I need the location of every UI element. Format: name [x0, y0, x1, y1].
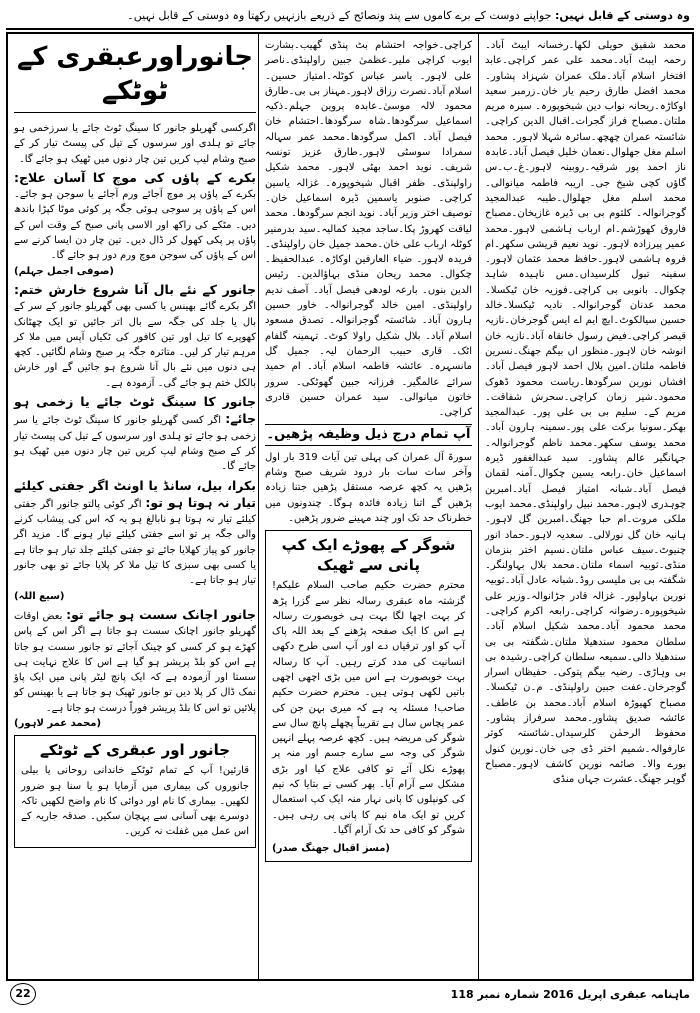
section-goat-sprain-credit: (صوفی اجمل جہلم) — [14, 265, 114, 277]
top-banner-text: جواپنے دوست کے برے کاموں سے پند ونصائح کے ذریعے بازنہیں رکھتا وہ دوستی کے قابل نہیں۔ — [127, 9, 552, 22]
section-sluggish-text: بعض اوقات گھریلو جانور اچانک سست ہو جاتا ہے اگر اس کے پاس کھڑے ہو کر کسی کو چینک آجائے تو جانور سست ہو جاتا ہے اس کو بلڈ پریشر ہو گیا ہے اس کا علاج نہایت ہی سستا اور آزمودہ ہے کہ ایک پانچ لیٹر پانی میں ایک پاؤ نمک ڈال کر پلا دیں تو جانور ٹھیک ہو جاتا ہے یا بھینس کو پلائیں تو اس کا بلڈ پریشر فوراً درست ہو جاتا ہے۔ — [14, 610, 256, 714]
section-mating-text: اگر کوئی پالتو جانور اگر جفتی کیلئے تیار نہ ہوتا ہو نابالغ ہو یہ کہ اس کی پیشاب کرنے والی جگہ پر تو اسے جفتی کیلئے تیار ہونے گا۔ مزید اگر جانور کو پیاز کھلایا جائے تو جفتی کیلئے جلد تیار ہو جاتا ہے یا کسی بھی سبزی کا تیل ملا کر پلایا جائے تو بھی جانور تیار ہو جاتا ہے۔ — [14, 498, 256, 587]
content-frame — [6, 32, 694, 981]
readers-invite-text: قارئین! آپ کے تمام ٹوٹکے خاندانی روحانی یا بیلی جانوروں کی بیماری میں آزمایا ہو یا سنا ہو ضرور لکھیں۔ بیماری کا نام اور دوائی کا نام واضح لکھیں تاکہ دوسرے بھی آسانی سے پہچان سکیں۔ صدقہ جاریہ کے اس عمل میں غفلت نہ کریں۔ — [21, 765, 249, 838]
sugar-boils-credit: (مسز اقبال جھنگ صدر) — [272, 843, 390, 855]
sugar-boils-text: محترم حضرت حکیم صاحب السلام علیکم! گزشتہ ماہ عبقری رسالہ نظر سے گزرا پڑھ کر بہت اچھا لگا بہت ہی خوبصورت رسالہ ہے اس کا ایک صفحہ پڑھنے کے بعد اللہ پاک آپ کو اور ترقیاں دے اور آپ اسی طرح دکھی انسانیت کی مدد کرتے رہیں۔ آپ کا رسالہ بہت خوبصورت ہے اس میں بڑی اچھی اچھی باتیں لکھی ہوتی ہیں۔ محترم حضرت حکیم صاحب! مسئلہ یہ ہے کہ میری بہن جن کی عمر پچاس سال ہے تقریباً پچھلے پانچ سال سے شوگر کی مریضہ ہیں۔ کچھ عرصہ پہلے انہیں شوگر کی وجہ سے سارے جسم اور منہ پر پھوڑے نکل آئے تو کافی علاج کیا اور بڑی مشکل سے آرام آیا۔ پھر کسی نے بتایا کہ نیم کی کونپلوں کا پانی نہار منہ ایک کپ استعمال کریں تو ایک ماہ نیم کا پانی پی رہی ہیں۔ شوگر کو کافی حد تک آرام آگیا۔ — [272, 580, 465, 836]
section-broken-horn-heading: جانور کا سینگ ٹوٹ جائے یا زخمی ہو جائے: — [14, 394, 257, 427]
top-banner-lead: وہ دوستی کے قابل نہیں: — [554, 9, 690, 22]
sugar-boils-title: شوگر کے پھوڑے ایک کپ پانی سے ٹھیک — [281, 536, 456, 575]
footer-issue-text: ماہنامہ عبقری اپریل 2016 شمارہ نمبر 118 — [450, 988, 690, 1001]
section-goat-sprain — [14, 170, 256, 279]
section-new-hair-text: اگر بکرے گائے بھینس یا کسی بھی گھریلو جانور کے سر کے بال یا جلد کی جگہ سے بال اتر جائیں تو ایک چھٹانک کھوپرے کا تیل اور تین کافور کی ٹکیاں آپس میں ملا کر مرہم تیار کر لیں۔ متاثرہ جگہ پر صبح وشام لگائیں۔ کچھ ہی دنوں میں نئے بال آنا شروع ہو جائیں گے اور خارش بالکل ختم ہو جائے گی۔ آزمودہ ہے۔ — [14, 301, 256, 389]
left-column — [8, 34, 262, 979]
section-new-hair — [14, 282, 256, 391]
section-goat-sprain-text: بکرے کے پاؤں پر موچ آجائے ورم آجائے یا سوجن ہو جائے۔ اس کے پاؤں پر سوجی ہوئی جگہ پر کوئی موٹا کپڑا باندھ دیں۔ مٹکے کی راکھ اور الاسی پانی صبح کے وقت اس کے پاؤں پر پکی کھول کر ڈال دیں۔ تین چار دن ایسا کرنے سے اس کے پاؤں کی سوجن موچ ورم دور ہو جائے گا۔ — [14, 189, 256, 262]
right-column — [478, 34, 692, 979]
page-number: 22 — [10, 983, 36, 1005]
wazifa-heading: آپ تمام درج ذیل وظیفہ پڑھیں۔ — [265, 424, 472, 445]
section-broken-horn-text: اگر کسی گھریلو جانور کا سینگ ٹوٹ جائے یا سر زخمی ہو جائے تو ہلدی اور سرسوں کے تیل کی پیسٹ تیار کر کے صبح وشام لیپ کریں تین چار دنوں میں ٹھیک ہو جائے گا۔ — [14, 415, 256, 473]
section-mating — [14, 478, 256, 604]
section-mating-credit: (سیع اللہ) — [14, 590, 65, 602]
section-mating-heading: بکرا، بیل، سانڈ یا اونٹ اگر جفتی کیلئے تیار نہ ہوتا ہو تو: — [14, 477, 257, 510]
middle-column — [258, 34, 478, 979]
top-banner — [6, 4, 694, 30]
section-goat-sprain-heading: بکرے کے پاؤں کی موچ کا آسان علاج: — [14, 169, 256, 185]
section-sluggish-heading: جانور اچانک سست ہو جائے تو: — [66, 606, 256, 622]
reader-names-continued: کراچی۔خواجہ احتشام بٹ پنڈی گھیب۔بشارت ایوب کراچی ملیر۔عظمیٰ جبین راولپنڈی۔ناصر علی لاہور۔ یاسر عباس کوٹلہ۔امتیاز حسین۔اسلام آباد۔نصرت رزاق لاہور۔مہناز بی بی۔طارق محمود لالہ موسیٰ۔عابدہ پروین جہلم۔ذکیہ اسماعیل سرگودھا۔شاہ سرگودھا۔احتشام خان فیصل آباد۔ اکمل سرگودھا۔محمد عمر سہالہ سمرادا سوسٹی لاہور۔طارق عزیز تونسہ شریف۔ نوید احمد بھٹی لاہور۔ محمد شکیل راولپنڈی۔ ظفر اقبال شیخوپورہ۔ غزالہ یاسین کراچی۔ صنوبر یاسمین ڈیرہ اسماعیل خان۔ توصیف اختر وزیر آباد۔ نوید انجم سرگودھا۔ محمد لیاقت کھروڑ پکا۔ساجد مجید کمالیہ۔سید بدرمنیر کوٹلہ ارباب علی خان۔محمد جمیل خان راولپنڈی۔فریدہ لاہور۔ ضیاء العارفین اوکاڑہ۔ عبدالحفیظ۔ چکوال۔ محمد ریحان منڈی بہاؤالدین۔ رئیس الدین بنوں۔ بارعہ لودھی فیصل آباد۔ آصف ندیم راولپنڈی۔ امین خالد گوجرانوالہ۔ خاور حسین ہارون آباد۔ شائستہ گوجرانوالہ۔ تصدق مسعود اسلام آباد۔ بلال شکیل راولا کوٹ۔ تہمینہ گلفام اٹک۔ قاری حبیب الرحمان لیہ۔ جمیل گل مانسہرہ۔ عائشہ فاطمہ اسلام آباد۔ ام حمید سرائے عالمگیر۔ فرزانہ جبین گھوٹکی۔ سرور خاتون میانوالی۔ سید عمران حسین قادری کراچی۔ — [265, 40, 472, 419]
section-sluggish — [14, 607, 256, 731]
reader-names-list: محمد شفیق حویلی لکھا۔رخسانہ ایبٹ آباد۔رحمہ ایبٹ آباد۔محمد علی عمر کراچی۔عابد افتخار اسلام آباد۔ملک عمران شہزاد پشاور۔محمد افضل طارق رحیم یار خان۔زرمبر سعید اوکاڑہ۔ریحانہ نواب دین شیخوپورہ۔ سیرہ مریم ملتان۔مصباح فراز گجرات۔اقبال الدین کراچی۔شائستہ عمران چھچھ۔سائرہ شہلا لاہور۔ محمد اسلم مغل جھلوال۔نعمان خلیل فیصل آباد۔عابدہ ناز احمد پور شرقیہ۔روبینہ لاہور۔غ۔ب۔س گاؤں کچی شیخ جی۔ اریبہ فاطمہ میانوالی۔محمد اسلم مغل جھلوال۔طیبہ عبدالمجید گوجرانوالہ۔ کلثوم بی بی ڈیرہ غازیخان۔مصباح فاروق کھوڑشم۔ام ارباب ہاشمی لاہور۔محمد عمیر پیرزادہ لاہور۔ نوید نعیم قریشی سکھر۔ام فروہ ہاشمی لاہور۔حافظ محمد عثمان لاہور۔سفینہ تبول کلرسیداں۔مس ناہیدہ شاہد چکوال۔ بانوبی بی کراچی۔فوزیہ خان ٹیکسلا۔محمد عدنان گوجرانوالہ۔ نادیہ ٹیکسلا۔خالد حسین سیالکوٹ۔ایچ ایم اے ایس گوجرخان۔نازیہ قیصر کراچی۔فیض رسول خانقاہ آباد۔نازیہ خان انوشہ خان لاہور۔منظور اں بیگم جھنگ۔نسرین فاطمہ ملتان۔امین بلال احمد لاہور فیصل آباد۔ افشاں نورین سرگودھا۔ریاست محمود ڈھوک محمود۔شیر زمان کراچی۔سحرش شفاقت۔مریم کے۔ سلیم بی بی علی پور۔ عبدالمجید بھکر۔سونیا برکت علی پور۔سمینہ ہارون آباد۔ محمد یوسف سکھر۔محمد ناظم گوجرانوالہ۔ جہانگیر عالم پشاور۔ سید عبدالغفور ڈیرہ اسماعیل خان۔رابعہ یسین چکوال۔آمنہ لقمان فیصل آباد۔شبانہ امتیاز فیصل آباد۔امبرین چوہدری لاہور۔محمد نبیل راولپنڈی۔محمد ایوب ملکی مروت۔ام حبا جھنگ۔امبرین گل لاہور۔ہانیہ خان گل نورلالی۔ سعدیہ لاہور۔حماد انور چنیوٹ۔سیف عباس ملتان۔نسیم اختر بنزمان منڈی۔ثوبیہ اسماء ملتان۔محمد بلال بہاولنگر۔شگفتہ بی بی ملیسی روڈ۔شبانہ عادل آباد۔ثوبیہ نورین بہاولپور۔ غزالہ قادر جڑانوالہ۔وزیر علی شیخوپورہ۔رضوانہ کراچی۔رابعہ اکرم کراچی۔محمد محمود آباد۔محمد شکیل اسلام آباد۔ سلطان محمود سندھیلا ملتان۔شگفتہ بی بی سندھیلا دالی۔سمیعہ سلطان کراچی۔رشیدہ بی بی وہاڑی۔ رضیہ بیگم پتوکی۔ حفیظاں اسرار گوجرخان۔عفت جبین راولپنڈی۔ م۔ن ٹیکسلا۔مصباح کھیوڑہ اسلام آباد۔محمد بن عاطف۔ عائشہ صدیق پشاور۔محمد سرفراز پشاور۔محفوظ الرحمٰن کلرسیداں۔شائستہ کوثر عارفوالہ۔شمیم اختر ڈی جی خان۔نورین کنول بورے والا۔ صائمہ نورین کاشف لاہور۔مصباح گوہر جھنگ۔عشرت جہاں منڈی — [485, 40, 686, 786]
page-footer — [6, 983, 694, 1007]
article-intro: اگرکسی گھریلو جانور کا سینگ ٹوٹ جائے یا سرزخمی ہو جائے تو ہلدی اور سرسوں کے تیل کی پیسٹ تیار کر کے صبح وشام لیپ کریں تین چار دنوں میں ٹھیک ہو جائے گا۔ — [14, 123, 256, 165]
section-broken-horn — [14, 394, 256, 474]
readers-invite-title: جانور اور عبقری کے ٹوٹکے — [39, 741, 231, 760]
wazifa-text: سورۃ آل عمران کی پہلی تین آیات 319 بار اول وآخر سات سات بار درود شریف صبح وشام پڑھیں یہ کچھ عرصہ مستقل پڑھیں جتنا زیادہ پڑھیں گے اتنا زیادہ فائدہ ہوگا۔ چندونوں میں خطرناک حد تک اور چند مہینے ضرور پڑھیں۔ — [265, 451, 472, 524]
section-sluggish-credit: (محمد عمر لاہور) — [14, 717, 102, 729]
magazine-page — [6, 4, 694, 1007]
article-title: جانوراورعبقری کے ٹوٹکے — [14, 40, 256, 113]
sugar-boils-box — [265, 530, 472, 861]
readers-invite-box — [14, 735, 256, 847]
section-new-hair-heading: جانور کے نئے بال آنا شروع خارش ختم: — [14, 281, 256, 297]
